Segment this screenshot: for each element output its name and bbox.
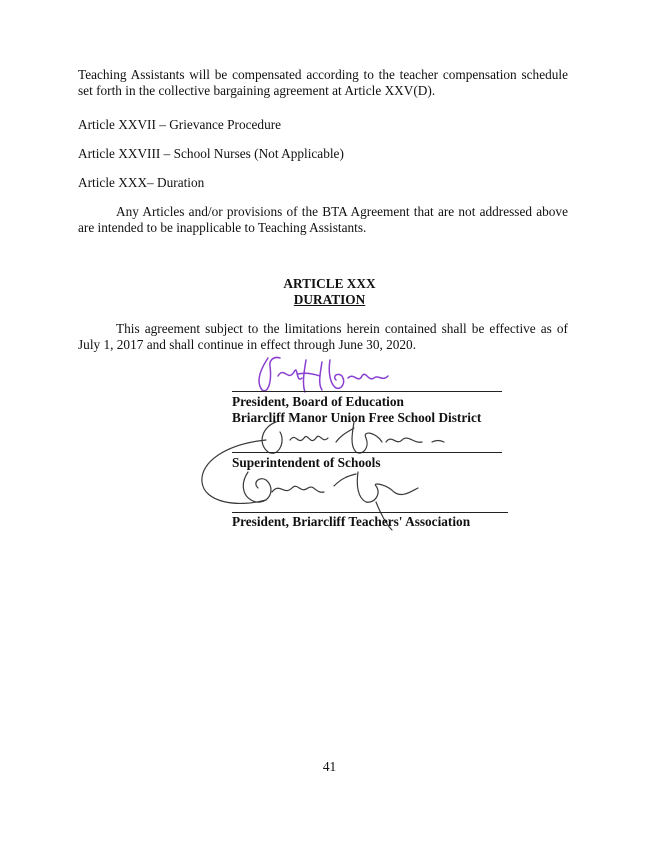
page-number: 41 bbox=[322, 759, 337, 774]
board-president-title: President, Board of Education bbox=[232, 394, 404, 409]
superintendent-title: Superintendent of Schools bbox=[232, 455, 381, 470]
duration-paragraph: This agreement subject to the limitations herein contained shall be effective as of July 1, 2017 and shall continue in effect through June 30, 2020. bbox=[78, 321, 568, 352]
association-president-signature-line bbox=[232, 512, 508, 513]
article-xxx-line: Article XXX– Duration bbox=[78, 175, 205, 190]
article-heading: ARTICLE XXX bbox=[283, 276, 376, 291]
association-president-title: President, Briarcliff Teachers' Association bbox=[232, 514, 471, 529]
article-xxvii-line: Article XXVII – Grievance Procedure bbox=[78, 117, 282, 132]
inapplicable-paragraph: Any Articles and/or provisions of the BTA Agreement that are not addressed above are intended to be inapplicable to Teaching Assistants. bbox=[78, 204, 568, 235]
article-xxviii-line: Article XXVIII – School Nurses (Not Applicable) bbox=[78, 146, 344, 161]
board-district-name: Briarcliff Manor Union Free School District bbox=[232, 410, 482, 425]
board-president-signature bbox=[250, 352, 400, 396]
board-president-signature-line bbox=[232, 391, 502, 392]
compensation-paragraph: Teaching Assistants will be compensated according to the teacher compensation schedule set forth in the collective bargaining agreement at Article XXV(D). bbox=[78, 67, 568, 98]
article-title: DURATION bbox=[293, 292, 366, 307]
